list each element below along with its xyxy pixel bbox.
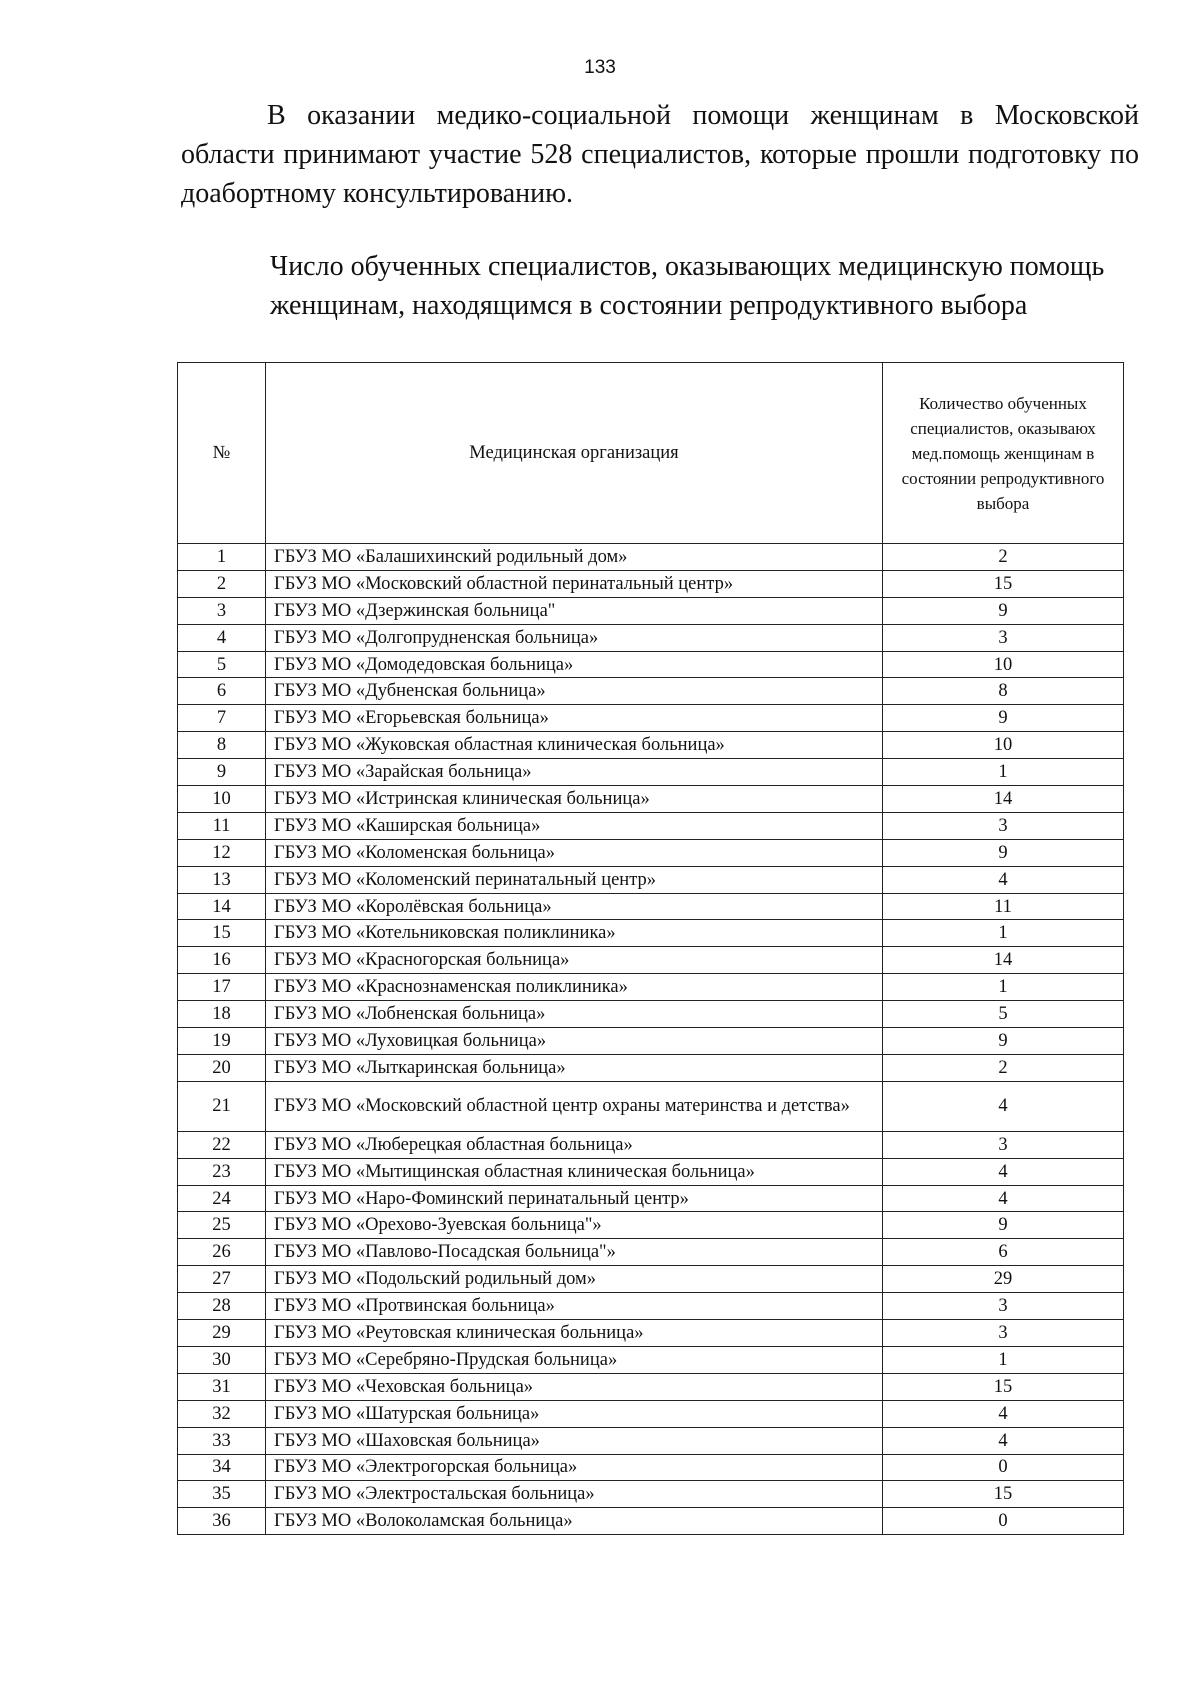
header-organization: Медицинская организация bbox=[266, 363, 883, 544]
row-organization: ГБУЗ МО «Коломенский перинатальный центр» bbox=[266, 866, 883, 893]
row-number: 23 bbox=[178, 1158, 266, 1185]
table-row bbox=[178, 812, 1124, 839]
row-count: 1 bbox=[883, 920, 1124, 947]
table-row bbox=[178, 732, 1124, 759]
header-count: Количество обученных специалистов, оказываюх мед.помощь женщинам в состоянии репродуктивного выбора bbox=[883, 363, 1124, 544]
row-organization: ГБУЗ МО «Московский областной центр охраны материнства и детства» bbox=[266, 1081, 883, 1131]
row-number: 28 bbox=[178, 1293, 266, 1320]
table-row bbox=[178, 893, 1124, 920]
row-number: 8 bbox=[178, 732, 266, 759]
row-count: 4 bbox=[883, 1427, 1124, 1454]
row-count: 15 bbox=[883, 1481, 1124, 1508]
table-row bbox=[178, 1400, 1124, 1427]
row-number: 27 bbox=[178, 1266, 266, 1293]
row-number: 7 bbox=[178, 705, 266, 732]
row-count: 9 bbox=[883, 1028, 1124, 1055]
row-number: 6 bbox=[178, 678, 266, 705]
table-row bbox=[178, 678, 1124, 705]
row-organization: ГБУЗ МО «Зарайская больница» bbox=[266, 759, 883, 786]
row-organization: ГБУЗ МО «Орехово-Зуевская больница"» bbox=[266, 1212, 883, 1239]
row-organization: ГБУЗ МО «Лобненская больница» bbox=[266, 1001, 883, 1028]
intro-paragraph: В оказании медико-социальной помощи женщинам в Московской области принимают участие 528 специалистов, которые прошли подготовку по доабортному консультированию. bbox=[181, 100, 1139, 209]
row-number: 29 bbox=[178, 1320, 266, 1347]
row-organization: ГБУЗ МО «Истринская клиническая больница» bbox=[266, 786, 883, 813]
row-organization: ГБУЗ МО «Электростальская больница» bbox=[266, 1481, 883, 1508]
row-count: 10 bbox=[883, 651, 1124, 678]
row-number: 14 bbox=[178, 893, 266, 920]
row-number: 24 bbox=[178, 1185, 266, 1212]
table-row bbox=[178, 597, 1124, 624]
row-number: 2 bbox=[178, 570, 266, 597]
table-header-row bbox=[178, 363, 1124, 544]
row-organization: ГБУЗ МО «Реутовская клиническая больница» bbox=[266, 1320, 883, 1347]
row-organization: ГБУЗ МО «Мытищинская областная клиническая больница» bbox=[266, 1158, 883, 1185]
row-number: 35 bbox=[178, 1481, 266, 1508]
table-row bbox=[178, 1001, 1124, 1028]
row-number: 36 bbox=[178, 1508, 266, 1535]
row-number: 9 bbox=[178, 759, 266, 786]
row-number: 19 bbox=[178, 1028, 266, 1055]
table-row bbox=[178, 1266, 1124, 1293]
specialists-table bbox=[177, 362, 1124, 1535]
row-organization: ГБУЗ МО «Электрогорская больница» bbox=[266, 1454, 883, 1481]
row-organization: ГБУЗ МО «Люберецкая областная больница» bbox=[266, 1131, 883, 1158]
table-caption-line-1: Число обученных специалистов, оказывающих медицинскую помощь bbox=[270, 251, 1105, 282]
row-organization: ГБУЗ МО «Коломенская больница» bbox=[266, 839, 883, 866]
row-organization: ГБУЗ МО «Чеховская больница» bbox=[266, 1373, 883, 1400]
table-row bbox=[178, 1481, 1124, 1508]
row-count: 4 bbox=[883, 1158, 1124, 1185]
row-count: 3 bbox=[883, 1131, 1124, 1158]
table-row bbox=[178, 1373, 1124, 1400]
table-row bbox=[178, 1346, 1124, 1373]
row-organization: ГБУЗ МО «Протвинская больница» bbox=[266, 1293, 883, 1320]
row-count: 3 bbox=[883, 812, 1124, 839]
row-number: 16 bbox=[178, 947, 266, 974]
row-organization: ГБУЗ МО «Жуковская областная клиническая больница» bbox=[266, 732, 883, 759]
table-row bbox=[178, 624, 1124, 651]
row-number: 18 bbox=[178, 1001, 266, 1028]
row-count: 6 bbox=[883, 1239, 1124, 1266]
page-number: 133 bbox=[584, 57, 616, 78]
row-number: 20 bbox=[178, 1054, 266, 1081]
row-organization: ГБУЗ МО «Наро-Фоминский перинатальный центр» bbox=[266, 1185, 883, 1212]
row-count: 29 bbox=[883, 1266, 1124, 1293]
table-row bbox=[178, 1293, 1124, 1320]
row-number: 21 bbox=[178, 1081, 266, 1131]
row-number: 10 bbox=[178, 786, 266, 813]
row-number: 15 bbox=[178, 920, 266, 947]
table-row bbox=[178, 759, 1124, 786]
header-number: № bbox=[178, 363, 266, 544]
row-count: 11 bbox=[883, 893, 1124, 920]
row-count: 9 bbox=[883, 1212, 1124, 1239]
table-row bbox=[178, 1427, 1124, 1454]
table-row bbox=[178, 651, 1124, 678]
row-number: 3 bbox=[178, 597, 266, 624]
row-organization: ГБУЗ МО «Долгопрудненская больница» bbox=[266, 624, 883, 651]
row-count: 0 bbox=[883, 1454, 1124, 1481]
row-count: 15 bbox=[883, 570, 1124, 597]
row-number: 1 bbox=[178, 544, 266, 571]
row-count: 9 bbox=[883, 597, 1124, 624]
row-count: 4 bbox=[883, 866, 1124, 893]
table-caption-line-2: женщинам, находящимся в состоянии репродуктивного выбора bbox=[270, 290, 1028, 321]
table-row bbox=[178, 839, 1124, 866]
table-row bbox=[178, 786, 1124, 813]
table-row bbox=[178, 570, 1124, 597]
row-count: 5 bbox=[883, 1001, 1124, 1028]
row-count: 0 bbox=[883, 1508, 1124, 1535]
table-caption bbox=[270, 247, 1150, 325]
row-organization: ГБУЗ МО «Домодедовская больница» bbox=[266, 651, 883, 678]
row-count: 15 bbox=[883, 1373, 1124, 1400]
table-row bbox=[178, 1158, 1124, 1185]
table-body bbox=[178, 544, 1124, 1535]
row-organization: ГБУЗ МО «Королёвская больница» bbox=[266, 893, 883, 920]
row-number: 5 bbox=[178, 651, 266, 678]
row-number: 32 bbox=[178, 1400, 266, 1427]
row-count: 3 bbox=[883, 1293, 1124, 1320]
row-count: 8 bbox=[883, 678, 1124, 705]
row-number: 4 bbox=[178, 624, 266, 651]
row-number: 25 bbox=[178, 1212, 266, 1239]
row-count: 10 bbox=[883, 732, 1124, 759]
row-number: 13 bbox=[178, 866, 266, 893]
row-count: 4 bbox=[883, 1400, 1124, 1427]
row-organization: ГБУЗ МО «Егорьевская больница» bbox=[266, 705, 883, 732]
row-count: 3 bbox=[883, 624, 1124, 651]
row-organization: ГБУЗ МО «Московский областной перинатальный центр» bbox=[266, 570, 883, 597]
table-row bbox=[178, 1508, 1124, 1535]
row-number: 22 bbox=[178, 1131, 266, 1158]
row-organization: ГБУЗ МО «Котельниковская поликлиника» bbox=[266, 920, 883, 947]
row-count: 14 bbox=[883, 786, 1124, 813]
row-number: 12 bbox=[178, 839, 266, 866]
row-organization: ГБУЗ МО «Красногорская больница» bbox=[266, 947, 883, 974]
row-count: 14 bbox=[883, 947, 1124, 974]
table-row bbox=[178, 1212, 1124, 1239]
row-count: 1 bbox=[883, 1346, 1124, 1373]
row-count: 2 bbox=[883, 1054, 1124, 1081]
row-organization: ГБУЗ МО «Подольский родильный дом» bbox=[266, 1266, 883, 1293]
table-row bbox=[178, 705, 1124, 732]
row-count: 9 bbox=[883, 705, 1124, 732]
row-count: 4 bbox=[883, 1081, 1124, 1131]
row-number: 31 bbox=[178, 1373, 266, 1400]
row-organization: ГБУЗ МО «Шатурская больница» bbox=[266, 1400, 883, 1427]
row-organization: ГБУЗ МО «Каширская больница» bbox=[266, 812, 883, 839]
row-count: 4 bbox=[883, 1185, 1124, 1212]
row-count: 1 bbox=[883, 759, 1124, 786]
row-organization: ГБУЗ МО «Дзержинская больница" bbox=[266, 597, 883, 624]
table-row bbox=[178, 1185, 1124, 1212]
row-organization: ГБУЗ МО «Лыткаринская больница» bbox=[266, 1054, 883, 1081]
table-row bbox=[178, 1054, 1124, 1081]
row-organization: ГБУЗ МО «Шаховская больница» bbox=[266, 1427, 883, 1454]
row-organization: ГБУЗ МО «Луховицкая больница» bbox=[266, 1028, 883, 1055]
table-row bbox=[178, 1131, 1124, 1158]
table-row bbox=[178, 1320, 1124, 1347]
row-count: 2 bbox=[883, 544, 1124, 571]
row-organization: ГБУЗ МО «Серебряно-Прудская больница» bbox=[266, 1346, 883, 1373]
row-organization: ГБУЗ МО «Краснознаменская поликлиника» bbox=[266, 974, 883, 1001]
table-row bbox=[178, 544, 1124, 571]
row-number: 33 bbox=[178, 1427, 266, 1454]
table-row bbox=[178, 1239, 1124, 1266]
row-organization: ГБУЗ МО «Дубненская больница» bbox=[266, 678, 883, 705]
row-count: 3 bbox=[883, 1320, 1124, 1347]
table-row bbox=[178, 1454, 1124, 1481]
table-row bbox=[178, 920, 1124, 947]
row-number: 17 bbox=[178, 974, 266, 1001]
table-row bbox=[178, 1028, 1124, 1055]
row-number: 30 bbox=[178, 1346, 266, 1373]
table-row bbox=[178, 974, 1124, 1001]
row-number: 34 bbox=[178, 1454, 266, 1481]
table-row bbox=[178, 1081, 1124, 1131]
row-organization: ГБУЗ МО «Павлово-Посадская больница"» bbox=[266, 1239, 883, 1266]
table-row bbox=[178, 947, 1124, 974]
row-count: 1 bbox=[883, 974, 1124, 1001]
table-row bbox=[178, 866, 1124, 893]
row-number: 26 bbox=[178, 1239, 266, 1266]
row-count: 9 bbox=[883, 839, 1124, 866]
row-number: 11 bbox=[178, 812, 266, 839]
row-organization: ГБУЗ МО «Волоколамская больница» bbox=[266, 1508, 883, 1535]
row-organization: ГБУЗ МО «Балашихинский родильный дом» bbox=[266, 544, 883, 571]
